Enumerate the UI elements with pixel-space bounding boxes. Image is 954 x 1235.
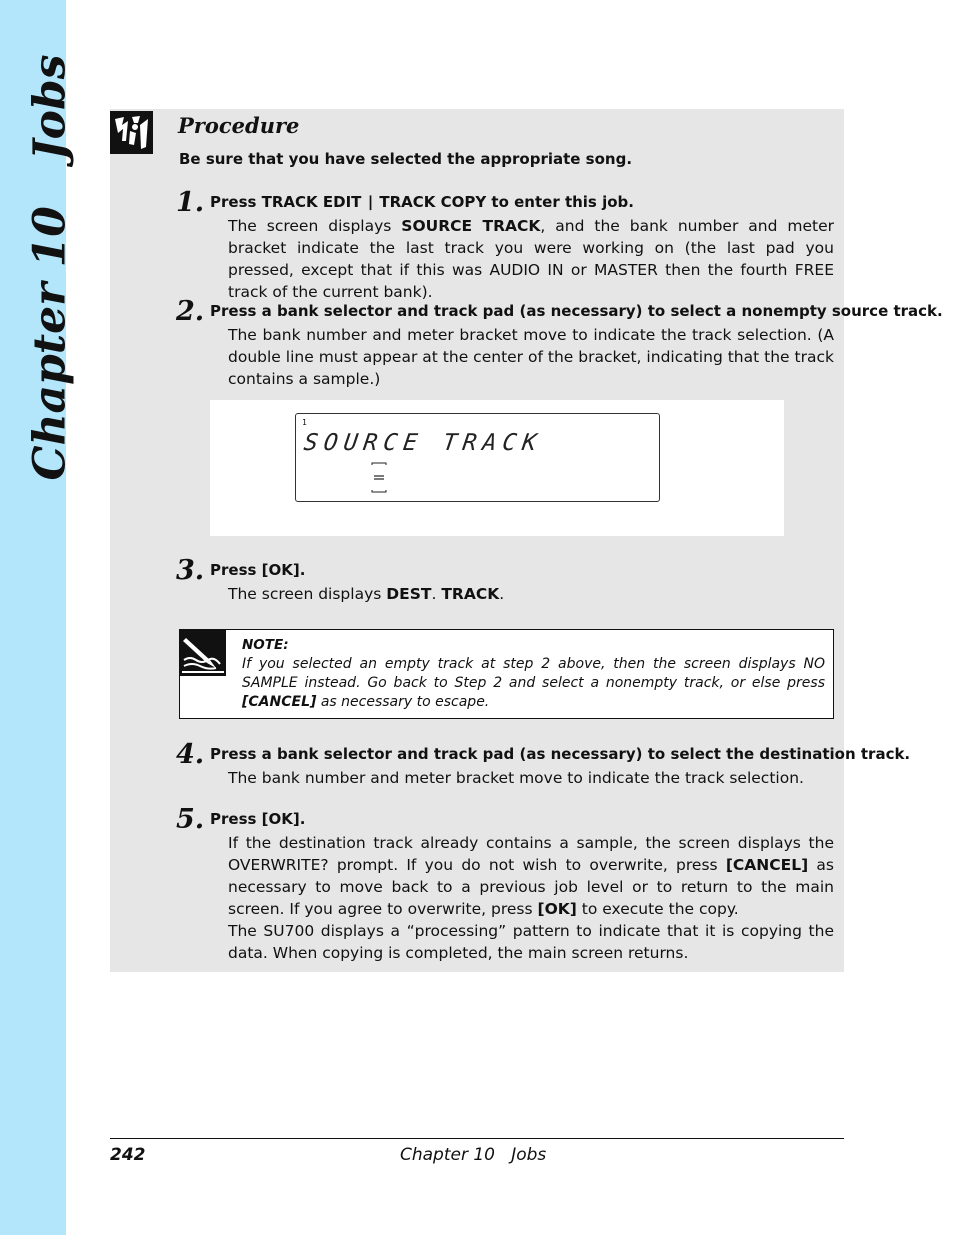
footer-rule — [110, 1138, 844, 1139]
step-title: Press [OK]. — [210, 561, 306, 579]
procedure-lead: Be sure that you have selected the appropriate song. — [179, 150, 633, 168]
job-icon — [110, 111, 153, 154]
step-body: The screen displays SOURCE TRACK, and the bank number and meter bracket indicate the last track you were working on (the last pad you pressed, except that if this was AUDIO IN or MASTER then the fourth FREE track of the current bank). — [228, 217, 834, 301]
step-number: 2. — [176, 296, 205, 327]
procedure-heading: Procedure — [178, 113, 300, 138]
lcd-bank-number: 1 — [302, 418, 307, 427]
step-title: Press a bank selector and track pad (as necessary) to select a nonempty source track. — [210, 302, 943, 320]
footer-title: Chapter 10 Jobs — [400, 1145, 547, 1165]
step-title: Press a bank selector and track pad (as necessary) to select the destination track. — [210, 745, 911, 763]
meter-bracket-icon — [370, 462, 388, 494]
step-body: The bank number and meter bracket move to indicate the track selection. — [228, 769, 804, 787]
step-body: The bank number and meter bracket move to indicate the track selection. (A double line must appear at the center of the bracket, indicating that the track contains a sample.) — [228, 326, 834, 388]
page-number: 242 — [110, 1145, 146, 1165]
lcd-text: SOURCE TRACK — [302, 430, 544, 456]
note-pencil-icon — [180, 630, 226, 676]
step-number: 4. — [176, 739, 205, 770]
note-box — [179, 629, 834, 719]
lcd-display — [295, 413, 660, 502]
step-body: If the destination track already contains a sample, the screen displays the OVERWRITE? prompt. If you do not wish to overwrite, press [CANCEL] as necessary to move back to a previous job level or to return to the main screen. If you agree to overwrite, press [OK] to execute the copy. The SU700 displays a “processing” pattern to indicate that it is copying the data. When copying is completed, the main screen returns. — [228, 834, 834, 962]
note-text: If you selected an empty track at step 2 above, then the screen displays NO SAMPLE instead. Go back to Step 2 and select a nonempty track, or else press [CANCEL] as necessary to escape. — [242, 656, 825, 710]
step-number: 5. — [176, 804, 205, 835]
chapter-side-tab — [0, 0, 76, 1235]
step-number: 3. — [176, 555, 205, 586]
step-number: 1. — [176, 187, 205, 218]
step-title: Press [OK]. — [210, 810, 306, 828]
step-body: The screen displays DEST. TRACK. — [228, 585, 505, 603]
step-title: Press TRACK EDIT ∣ TRACK COPY to enter this job. — [210, 193, 634, 211]
note-label: NOTE: — [242, 637, 289, 653]
chapter-side-title: Chapter 10 Jobs — [24, 54, 76, 481]
